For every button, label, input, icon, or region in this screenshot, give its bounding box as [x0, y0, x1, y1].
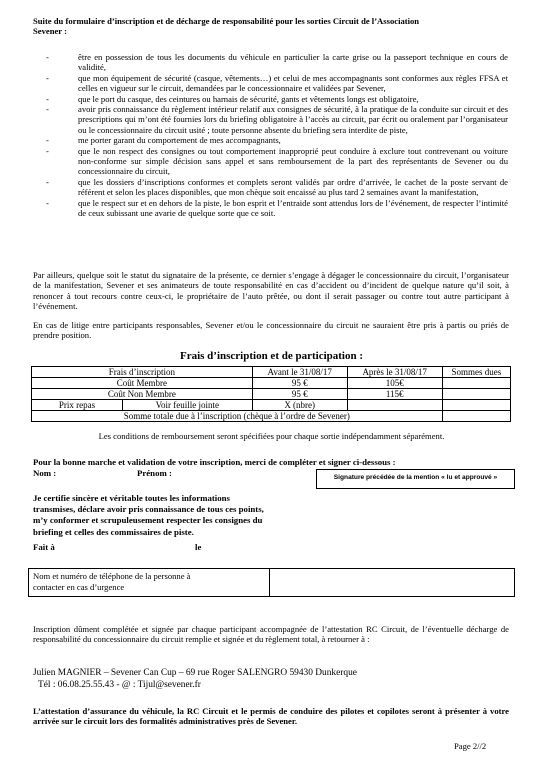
table-cell: Coût Membre — [32, 378, 253, 389]
emergency-contact-box[interactable] — [28, 568, 515, 597]
table-row — [32, 367, 511, 378]
list-item: - que le non respect des consignes ou tout comportement inapproprié peut conduire à exclure tout contrevenant ou voiture non-conforme sur simple décision sans appel et sans remboursement de la part des représentants de Sevener ou du concessionnaire du circuit, — [46, 145, 508, 177]
dash-bullet: - — [46, 135, 49, 146]
signature-box[interactable] — [316, 469, 515, 489]
table-cell — [442, 389, 510, 400]
dash-bullet: - — [46, 197, 49, 208]
emergency-contact-label: Nom et numéro de téléphone de la personne à contacter en cas d’urgence — [33, 571, 191, 592]
table-cell: Prix repas — [32, 400, 123, 411]
return-paragraph: Inscription dûment complétée et signée par chaque participant accompagnée de l’attestation RC Circuit, de l’éventuelle décharge de responsabilité du concessionnaire du circuit remplie et signée et du règlement total, à retourner à : — [33, 624, 509, 645]
list-item: - avoir pris connaissance du règlement intérieur relatif aux consignes de sécurité, à la pratique de la conduite sur circuit et des prescriptions qui m’ont été fournies lors du briefing obligatoire à l’accès au circuit, par écrit ou oralement par l’organisateur ou le concessionnaire du circuit usité ; toute personne absente du briefing sera interdite de piste, — [46, 104, 508, 135]
intro-title-line-2: Sevener : — [33, 26, 67, 37]
table-cell — [442, 411, 510, 422]
fait-label: Fait à — [33, 542, 55, 552]
table-cell: X (nbre) — [252, 400, 347, 411]
list-item: - me porter garant du comportement de mes accompagnants, — [46, 135, 281, 146]
emergency-contact-label-cell — [29, 569, 270, 596]
dash-bullet: - — [46, 104, 49, 115]
header-cell: Après le 31/08/17 — [347, 367, 442, 378]
table-cell: 115€ — [347, 389, 442, 400]
table-cell — [347, 400, 442, 411]
list-item: - être en possession de tous les documents du véhicule en particulier la carte grise ou la passeport technique en cours de validité, — [46, 52, 508, 73]
list-item: - que le port du casque, des ceintures ou harnais de sécurité, gants et vêtements longs est obligatoire, — [46, 93, 419, 104]
table-cell: 95 € — [252, 378, 347, 389]
table-row — [32, 411, 511, 422]
table-cell: 95 € — [252, 389, 347, 400]
nom-label: Nom : — [33, 468, 57, 478]
dash-bullet: - — [46, 176, 49, 187]
header-cell: Frais d’inscription — [32, 367, 253, 378]
fees-table — [31, 366, 511, 422]
refund-note: Les conditions de remboursement seront spécifiées pour chaque sortie indépendamment séparément. — [98, 431, 445, 441]
final-paragraph: L’attestation d’assurance du véhicule, la RC Circuit et le permis de conduire des pilotes et copilotes seront à présenter à votre arrivée sur le circuit lors des formalités administratives près de Sevener. — [33, 706, 509, 727]
table-row — [32, 400, 511, 411]
table-row — [32, 378, 511, 389]
liability-paragraph: Par ailleurs, quelque soit le statut du signataire de la présente, ce dernier s’engage à dégager le concessionnaire du circuit, l’organisateur de la manifestation, Sevener et ses animateurs de toute responsabilité en cas d’accident ou d’incident de quelque nature qu’il soit, à renoncer à tout recours contre ceux-ci, le propriétaire de l’auto prêtée, ou dont il serait passager ou contre tout autre participant à l’événement. — [33, 270, 509, 312]
intro-title-line-1: Suite du formulaire d’inscription et de décharge de responsabilité pour les sorties Circuit de l’Association — [33, 16, 420, 26]
header-cell: Sommes dues — [442, 367, 510, 378]
signature-label: Signature précédée de la mention « lu et approuvé » — [333, 474, 498, 481]
return-contact: Tél : 06.08.25.55.43 - @ : Tijul@sevener.fr — [38, 680, 201, 690]
intro-title — [33, 16, 513, 37]
validation-title: Pour la bonne marche et validation de votre inscription, merci de compléter et signer ci-dessous : — [33, 457, 396, 467]
fees-title: Frais d’inscription et de participation : — [179, 350, 364, 362]
list-item: - que les dossiers d’inscriptions conformes et complets seront validés par ordre d’arrivée, le cachet de la poste servant de référent et selon les places disponibles, que mon chèque soit encaissé au plus tard 2 semaines avant la manifestation, — [46, 176, 508, 198]
certification-text: Je certifie sincère et véritable toutes les informations transmises, déclare avoir pris connaissance de tous ces points, m’y conformer et scrupuleusement respecter les consignes du briefing et celles des commissaires de piste. — [33, 493, 264, 537]
prenom-label: Prénom : — [137, 468, 172, 478]
table-row — [32, 389, 511, 400]
return-address: Julien MAGNIER – Sevener Can Cup – 69 rue Roger SALENGRO 59430 Dunkerque — [33, 668, 357, 678]
page-number: Page 2//2 — [454, 741, 487, 751]
dash-bullet: - — [46, 145, 49, 156]
header-cell: Avant le 31/08/17 — [252, 367, 347, 378]
table-cell: 105€ — [347, 378, 442, 389]
dash-bullet: - — [46, 52, 49, 62]
dash-bullet: - — [46, 72, 49, 83]
le-label: le — [195, 542, 202, 552]
table-cell: Somme totale due à l’inscription (chèque à l’ordre de Sevener) — [32, 411, 443, 422]
dash-bullet: - — [46, 93, 49, 104]
table-cell — [442, 400, 510, 411]
commitment-list — [46, 52, 508, 219]
dispute-paragraph: En cas de litige entre participants responsables, Sevener et/ou le concessionnaire du circuit ne sauraient être pris à partis ou priés de prendre position. — [33, 320, 509, 341]
table-cell — [442, 378, 510, 389]
list-item: - que le respect sur et en dehors de la piste, le bon esprit et l’entraide sont attendus lors de l’événement, de respecter l’intimité de ceux subissant une avarie de quelque sorte que ce soit. — [46, 197, 508, 219]
table-cell: Voir feuille jointe — [123, 400, 253, 411]
list-item: - que mon équipement de sécurité (casque, vêtements…) et celui de mes accompagnants sont conformes aux règles FFSA et celles en vigueur sur le circuit, demandées par le concessionnaire et validées par Sevener, — [46, 72, 508, 94]
table-cell: Coût Non Membre — [32, 389, 253, 400]
